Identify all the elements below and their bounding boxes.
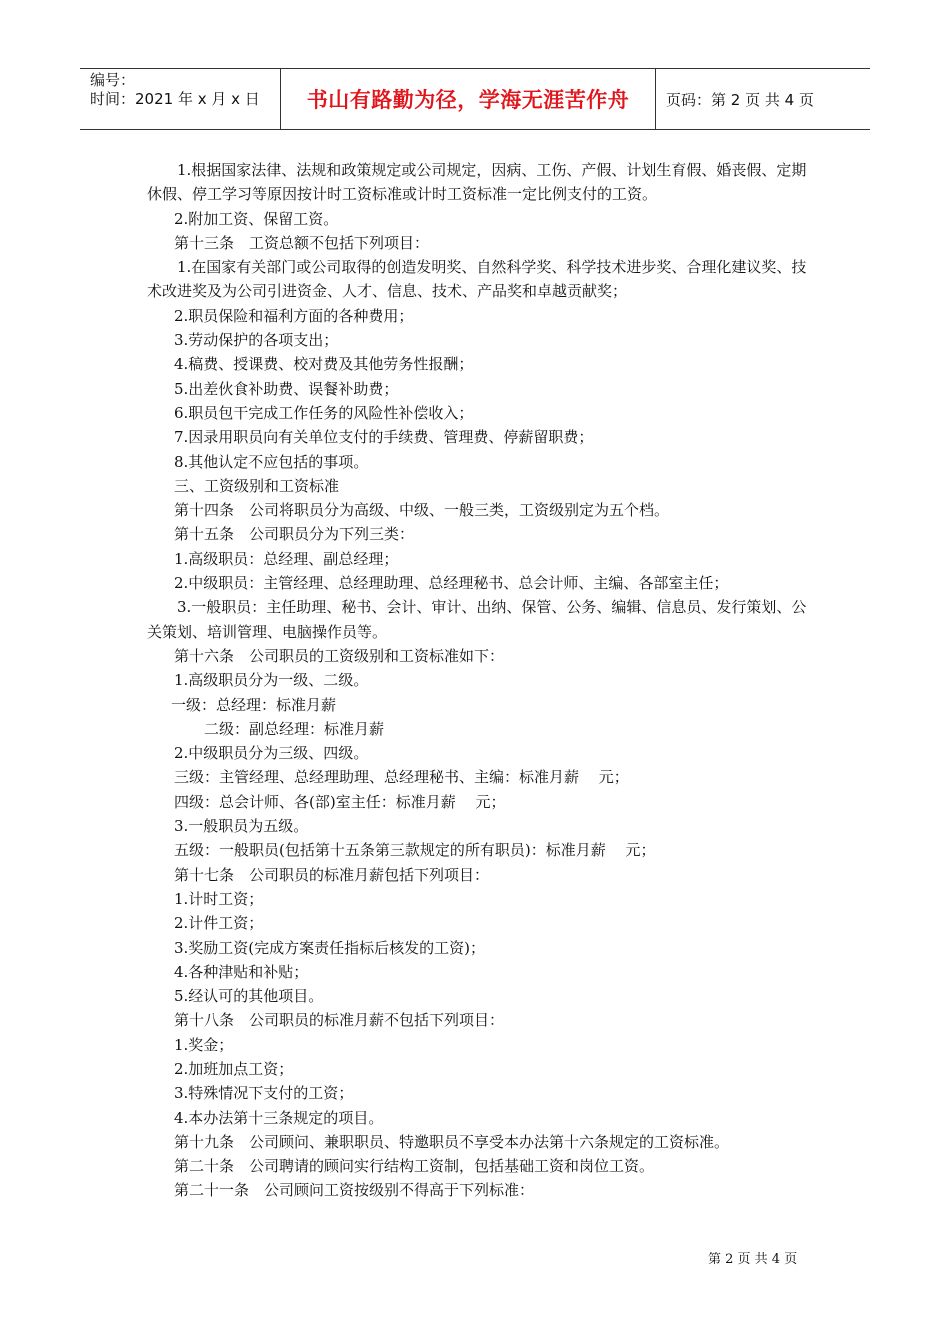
salary-grade-line: 三级：主管经理、总经理助理、总经理秘书、主编：标准月薪 元； bbox=[174, 768, 629, 787]
header-motto: 书山有路勤为径，学海无涯苦作舟 bbox=[281, 69, 656, 129]
list-item: 2.职员保险和福利方面的各种费用； bbox=[174, 306, 414, 325]
article-heading: 第二十条 公司聘请的顾问实行结构工资制，包括基础工资和岗位工资。 bbox=[174, 1157, 655, 1176]
list-item: 7.因录用职员向有关单位支付的手续费、管理费、停薪留职费； bbox=[174, 428, 594, 447]
salary-grade-line: 四级：总会计师、各(部)室主任：标准月薪 元； bbox=[174, 792, 506, 811]
list-item: 6.职员包干完成工作任务的风险性补偿收入； bbox=[174, 403, 474, 422]
list-item: 1.高级职员分为一级、二级。 bbox=[174, 671, 369, 690]
page-footer: 第 2 页 共 4 页 bbox=[708, 1252, 798, 1267]
list-item: 3.特殊情况下支付的工资； bbox=[174, 1084, 354, 1103]
article-heading: 第十九条 公司顾问、兼职职员、特邀职员不享受本办法第十六条规定的工资标准。 bbox=[174, 1132, 730, 1151]
list-item: 8.其他认定不应包括的事项。 bbox=[174, 452, 369, 471]
list-item: 3.奖励工资(完成方案责任指标后核发的工资)； bbox=[174, 938, 486, 957]
list-item: 4.本办法第十三条规定的项目。 bbox=[174, 1108, 384, 1127]
salary-grade-line: 一级：总经理：标准月薪 bbox=[171, 695, 337, 714]
document-body bbox=[147, 158, 817, 1203]
salary-grade-line: 二级：副总经理：标准月薪 bbox=[204, 719, 385, 738]
list-item: 2.计件工资； bbox=[174, 914, 264, 933]
list-item: 3.劳动保护的各项支出； bbox=[174, 331, 339, 350]
list-item: 4.各种津贴和补贴； bbox=[174, 962, 309, 981]
article-heading: 第十五条 公司职员分为下列三类： bbox=[174, 525, 415, 544]
list-item: 2.加班加点工资； bbox=[174, 1059, 294, 1078]
paragraph: 1.根据国家法律、法规和政策规定或公司规定，因病、工伤、产假、计划生育假、婚丧假、定期休假、停工学习等原因按计时工资标准或计时工资标准一定比例支付的工资。 bbox=[147, 161, 807, 204]
article-heading: 第十三条 工资总额不包括下列项目： bbox=[174, 233, 430, 252]
list-item: 3.一般职员为五级。 bbox=[174, 817, 309, 836]
document-number: 编号： bbox=[90, 71, 136, 89]
article-heading: 第二十一条 公司顾问工资按级别不得高于下列标准： bbox=[174, 1181, 535, 1200]
document-date: 时间：2021 年 x 月 x 日 bbox=[90, 90, 260, 108]
list-item: 5.出差伙食补助费、误餐补助费； bbox=[174, 379, 399, 398]
salary-grade-line: 五级：一般职员(包括第十五条第三款规定的所有职员)：标准月薪 元； bbox=[174, 841, 656, 860]
list-item: 1.高级职员：总经理、副总经理； bbox=[174, 549, 399, 568]
list-item: 5.经认可的其他项目。 bbox=[174, 987, 324, 1006]
article-heading: 第十七条 公司职员的标准月薪包括下列项目： bbox=[174, 865, 490, 884]
list-item: 1.奖金； bbox=[174, 1035, 234, 1054]
article-heading: 第十四条 公司将职员分为高级、中级、一般三类，工资级别定为五个档。 bbox=[174, 501, 670, 520]
header-meta bbox=[80, 69, 281, 129]
list-item: 2.中级职员：主管经理、总经理助理、总经理秘书、总会计师、主编、各部室主任； bbox=[174, 574, 729, 593]
paragraph: 1.在国家有关部门或公司取得的创造发明奖、自然科学奖、科学技术进步奖、合理化建议奖、技术改进奖及为公司引进资金、人才、信息、技术、产品奖和卓越贡献奖； bbox=[147, 258, 807, 301]
header-page-number: 页码：第 2 页 共 4 页 bbox=[666, 90, 814, 109]
paragraph: 2.附加工资、保留工资。 bbox=[174, 209, 339, 228]
article-heading: 第十六条 公司职员的工资级别和工资标准如下： bbox=[174, 646, 505, 665]
article-heading: 第十八条 公司职员的标准月薪不包括下列项目： bbox=[174, 1011, 505, 1030]
list-item: 3.一般职员：主任助理、秘书、会计、审计、出纳、保管、公务、编辑、信息员、发行策划、公关策划、培训管理、电脑操作员等。 bbox=[147, 598, 807, 641]
list-item: 2.中级职员分为三级、四级。 bbox=[174, 744, 369, 763]
list-item: 1.计时工资； bbox=[174, 889, 264, 908]
page-header bbox=[80, 68, 870, 130]
section-heading: 三、工资级别和工资标准 bbox=[174, 476, 340, 495]
list-item: 4.稿费、授课费、校对费及其他劳务性报酬； bbox=[174, 355, 474, 374]
